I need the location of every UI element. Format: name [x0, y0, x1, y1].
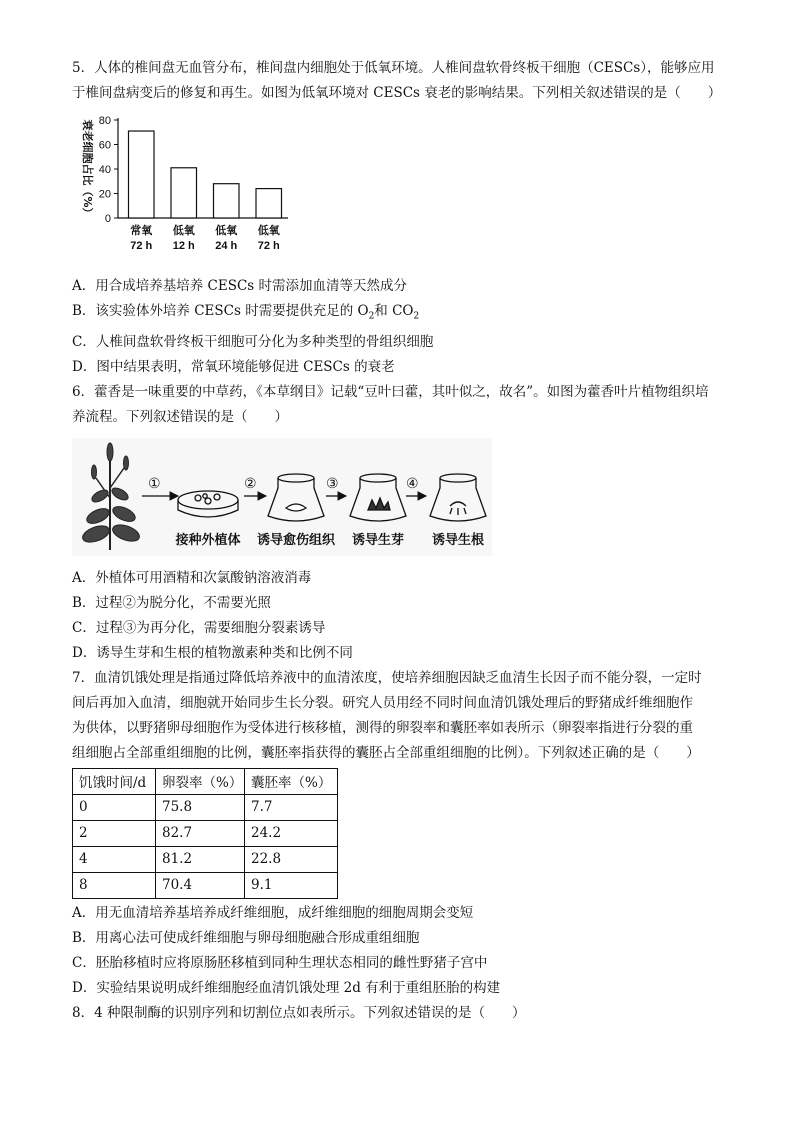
table-header-cell: 饥饿时间/d — [73, 768, 156, 794]
q7-option-d: D．实验结果说明成纤维细胞经血清饥饿处理 2d 有利于重组胚胎的构建 — [72, 979, 501, 996]
table-cell: 9.1 — [245, 872, 338, 898]
q7-option-b: B．用离心法可使成纤维细胞与卵母细胞融合形成重组细胞 — [72, 929, 420, 946]
y-tick-label: 20 — [98, 188, 111, 201]
exam-page — [72, 56, 732, 1026]
table-header-cell: 囊胚率（%） — [245, 768, 338, 794]
x-tick-label: 72 h — [130, 240, 153, 252]
bar — [214, 184, 240, 218]
q5-option-b — [72, 299, 732, 330]
x-tick-label: 低氧 — [215, 224, 238, 237]
table-cell: 82.7 — [156, 820, 245, 846]
table-cell: 22.8 — [245, 846, 338, 872]
step-4-marker: ④ — [406, 474, 419, 491]
x-tick-label: 24 h — [215, 240, 238, 252]
table-row — [73, 872, 338, 898]
y-axis-label: 衰老细胞占比（%） — [81, 119, 94, 219]
q5-option-a: A．用合成培养基培养 CESCs 时需添加血清等天然成分 — [72, 278, 408, 294]
table-cell: 75.8 — [156, 794, 245, 820]
y-tick-label: 40 — [98, 164, 111, 176]
y-tick-label: 80 — [98, 115, 111, 127]
tissue-culture-process-figure — [72, 438, 492, 556]
q5-option-b-mid: 和 CO — [374, 303, 414, 319]
q5-stem-line2: 于椎间盘病变后的修复和再生。如图为低氧环境对 CESCs 衰老的影响结果。下列相关叙述错误的是（ ） — [72, 85, 722, 101]
x-tick-label: 常氧 — [130, 224, 153, 237]
question-5 — [72, 56, 732, 380]
label-induce-callus: 诱导愈伤组织 — [256, 532, 336, 548]
table-cell: 0 — [73, 794, 156, 820]
table-cell: 81.2 — [156, 846, 245, 872]
table-row — [73, 794, 338, 820]
bar — [171, 168, 197, 218]
q7-stem-line3: 为供体，以野猪卵母细胞作为受体进行核移植，测得的卵裂率和囊胚率如表所示（卵裂率指进行分裂的重 — [72, 719, 693, 736]
q7-stem-line2: 间后再加入血清，细胞就开始同步生长分裂。研究人员用经不同时间血清饥饿处理后的野猪成纤维细胞作 — [72, 694, 693, 711]
q6-stem-line2: 养流程。下列叙述错误的是（ ） — [72, 408, 288, 425]
senescence-bar-chart — [72, 112, 302, 262]
q6-option-a: A．外植体可用酒精和次氯酸钠溶液消毒 — [72, 569, 312, 586]
step-1-marker: ① — [148, 474, 161, 491]
y-tick-label: 60 — [98, 139, 111, 152]
q6-option-d: D．诱导生芽和生根的植物激素种类和比例不同 — [72, 644, 353, 661]
label-induce-roots: 诱导生根 — [431, 532, 485, 548]
table-header-row — [73, 768, 338, 794]
question-8 — [72, 1001, 732, 1026]
o2-subscript: 2 — [368, 311, 375, 322]
co2-subscript: 2 — [413, 311, 420, 322]
q6-option-c: C．过程③为再分化，需要细胞分裂素诱导 — [72, 619, 326, 636]
q7-stem-line1: 7．血清饥饿处理是指通过降低培养液中的血清浓度，使培养细胞因缺乏血清生长因子而不能分裂，一定时 — [72, 669, 702, 686]
q7-option-a: A．用无血清培养基培养成纤维细胞，成纤维细胞的细胞周期会变短 — [72, 904, 474, 921]
bar — [129, 131, 155, 218]
table-cell: 70.4 — [156, 872, 245, 898]
q5-stem-line1: 5．人体的椎间盘无血管分布，椎间盘内细胞处于低氧环境。人椎间盘软骨终板干细胞（CESCs），能够应用 — [72, 60, 715, 76]
starvation-results-table — [72, 768, 338, 899]
q6-stem-line1: 6．藿香是一味重要的中草药，《本草纲目》记载“豆叶曰藿，其叶似之，故名”。如图为藿香叶片植物组织培 — [72, 383, 709, 400]
label-induce-shoots: 诱导生芽 — [351, 532, 405, 548]
x-tick-label: 低氧 — [172, 224, 195, 237]
table-row — [73, 846, 338, 872]
table-cell: 7.7 — [245, 794, 338, 820]
q6-option-b: B．过程②为脱分化，不需要光照 — [72, 594, 271, 611]
q5-option-d: D．图中结果表明，常氧环境能够促进 CESCs 的衰老 — [72, 358, 395, 375]
bar — [256, 189, 282, 218]
q7-stem-line4: 组细胞占全部重组细胞的比例，囊胚率指获得的囊胚占全部重组细胞的比例）。下列叙述正确的是（ ） — [72, 744, 700, 761]
table-row — [73, 820, 338, 846]
q5-option-b-text: B．该实验体外培养 CESCs 时需要提供充足的 O — [72, 303, 369, 319]
table-cell: 24.2 — [245, 820, 338, 846]
x-tick-label: 12 h — [172, 240, 195, 252]
question-6 — [72, 380, 732, 666]
x-tick-label: 低氧 — [257, 224, 280, 237]
x-tick-label: 72 h — [257, 240, 280, 252]
label-inoculate-explant: 接种外植体 — [175, 532, 241, 548]
q7-option-c: C．胚胎移植时应将原肠胚移植到同种生理状态相同的雌性野猪子宫中 — [72, 954, 488, 971]
step-2-marker: ② — [244, 474, 257, 491]
y-tick-label: 0 — [104, 213, 111, 225]
table-cell: 2 — [73, 820, 156, 846]
table-header-cell: 卵裂率（%） — [156, 768, 245, 794]
q5-option-c: C．人椎间盘软骨终板干细胞可分化为多种类型的骨组织细胞 — [72, 333, 434, 350]
table-cell: 8 — [73, 872, 156, 898]
step-3-marker: ③ — [326, 474, 339, 491]
table-cell: 4 — [73, 846, 156, 872]
q8-stem-line1: 8．4 种限制酶的识别序列和切割位点如表所示。下列叙述错误的是（ ） — [72, 1004, 526, 1021]
question-7 — [72, 666, 732, 1001]
